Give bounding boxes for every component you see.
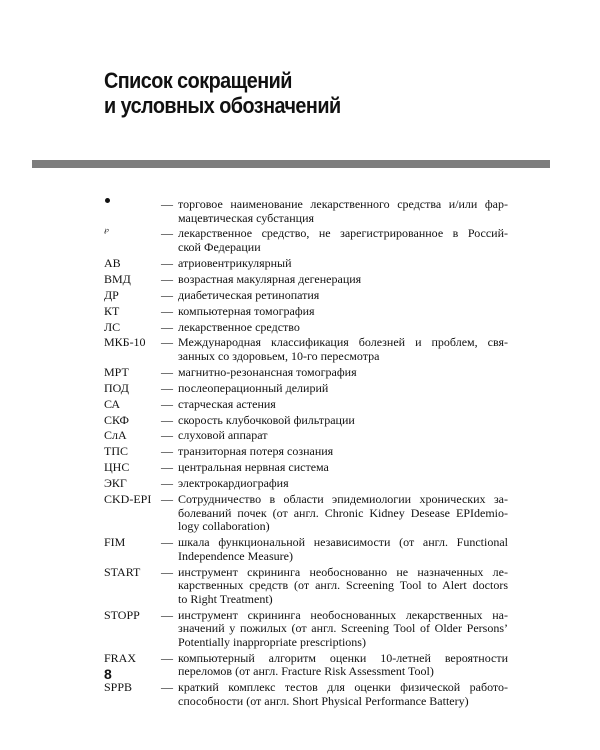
abbreviation-definition: [178, 429, 508, 443]
definition-line: лекарственное средство: [178, 319, 300, 334]
abbreviation-definition: [178, 227, 508, 254]
abbreviation-term: КТ: [104, 303, 120, 318]
em-dash: —: [161, 396, 173, 411]
abbreviation-term: ДР: [104, 287, 119, 302]
definition-line: способности (от англ. Short Physical Performance Battery): [178, 693, 469, 708]
definition-line: атриовентрикулярный: [178, 255, 292, 270]
abbreviation-term: SPPB: [104, 680, 133, 695]
abbreviation-term: СКФ: [104, 412, 129, 427]
abbreviation-term: FRAX: [104, 650, 137, 665]
em-dash: —: [161, 319, 173, 334]
abbreviation-row: [104, 305, 508, 319]
abbreviation-row: [104, 398, 508, 412]
abbreviation-definition: [178, 477, 508, 491]
abbreviation-row: [104, 382, 508, 396]
abbreviation-definition: [178, 198, 508, 225]
abbreviation-term: МКБ-10: [104, 335, 146, 350]
abbreviation-term: CKD-EPI: [104, 492, 152, 507]
definition-line: слуховой аппарат: [178, 428, 268, 443]
abbreviation-definition: [178, 681, 508, 708]
abbreviation-row: [104, 429, 508, 443]
em-dash: —: [161, 680, 173, 695]
definition-line: послеоперационный делирий: [178, 380, 329, 395]
abbreviation-row: [104, 414, 508, 428]
abbreviation-term: ЛС: [104, 319, 121, 334]
abbreviation-definition: [178, 493, 508, 534]
definition-line: шкала функциональной независимости (от англ. Functional: [178, 535, 508, 550]
definition-line: карственных средств (от англ. Screening Tool to Alert doctors: [178, 578, 508, 593]
em-dash: —: [161, 564, 173, 579]
abbreviation-row: [104, 289, 508, 303]
abbreviation-definition: [178, 366, 508, 380]
definition-line: значений у пожилых (от англ. Screening Tool of Older Persons’: [178, 621, 508, 636]
abbreviation-definition: [178, 461, 508, 475]
definition-line: транзиторная потеря сознания: [178, 444, 334, 459]
definition-line: ской Федерации: [178, 240, 261, 255]
abbreviation-definition: [178, 305, 508, 319]
abbreviation-list: [104, 198, 508, 711]
section-divider: [32, 160, 550, 168]
abbreviation-term: ВМД: [104, 271, 131, 286]
abbreviation-definition: [178, 609, 508, 650]
abbreviation-row: [104, 366, 508, 380]
definition-line: болеваний почек (от англ. Chronic Kidney Desease EPIdemio-: [178, 505, 508, 520]
abbreviation-term: ПОД: [104, 380, 129, 395]
abbreviation-row: [104, 536, 508, 563]
em-dash: —: [161, 303, 173, 318]
abbreviation-row: [104, 321, 508, 335]
em-dash: —: [161, 226, 173, 241]
registered-mark-icon: [104, 198, 161, 212]
definition-line: Международная классификация болезней и проблем, свя-: [178, 335, 508, 350]
abbreviation-term: МРТ: [104, 364, 129, 379]
abbreviation-row: [104, 336, 508, 363]
abbreviation-definition: [178, 382, 508, 396]
em-dash: —: [161, 197, 173, 211]
em-dash: —: [161, 287, 173, 302]
definition-line: краткий комплекс тестов для оценки физической работо-: [178, 680, 508, 695]
em-dash: —: [161, 364, 173, 379]
definition-line: лекарственное средство, не зарегистрированное в Россий-: [178, 226, 508, 241]
abbreviation-definition: [178, 536, 508, 563]
abbreviation-definition: [178, 336, 508, 363]
abbreviation-definition: [178, 652, 508, 679]
abbreviation-row: [104, 273, 508, 287]
abbreviation-row: [104, 652, 508, 679]
definition-line: компьютерный алгоритм оценки 10-летней вероятности: [178, 650, 508, 665]
abbreviation-definition: [178, 289, 508, 303]
abbreviation-term: FIM: [104, 535, 126, 550]
abbreviation-row: [104, 257, 508, 271]
em-dash: —: [161, 380, 173, 395]
em-dash: —: [161, 412, 173, 427]
abbreviation-row: [104, 493, 508, 534]
definition-line: Potentially inappropriate prescriptions): [178, 634, 366, 649]
abbreviation-row: [104, 445, 508, 459]
abbreviation-term: ЦНС: [104, 460, 130, 475]
abbreviation-definition: [178, 273, 508, 287]
abbreviation-term: СлА: [104, 428, 127, 443]
definition-line: инструмент скрининга необоснованно не назначенных ле-: [178, 564, 508, 579]
abbreviation-row: [104, 477, 508, 491]
em-dash: —: [161, 535, 173, 550]
page-number: 8: [104, 666, 112, 682]
definition-line: диабетическая ретинопатия: [178, 287, 320, 302]
abbreviation-definition: [178, 414, 508, 428]
definition-line: старческая астения: [178, 396, 276, 411]
definition-line: to Right Treatment): [178, 591, 273, 606]
abbreviation-term: START: [104, 564, 141, 579]
em-dash: —: [161, 476, 173, 491]
em-dash: —: [161, 255, 173, 270]
abbreviation-definition: [178, 398, 508, 412]
definition-line: возрастная макулярная дегенерация: [178, 271, 362, 286]
abbreviation-term: ЭКГ: [104, 476, 127, 491]
unregistered-mark-icon: ℘: [104, 226, 109, 235]
abbreviation-term: ТПС: [104, 444, 128, 459]
em-dash: —: [161, 650, 173, 665]
definition-line: центральная нервная система: [178, 460, 329, 475]
em-dash: —: [161, 335, 173, 350]
definition-line: электрокардиография: [178, 476, 289, 491]
abbreviation-term: STOPP: [104, 607, 140, 622]
abbreviation-definition: [178, 257, 508, 271]
abbreviation-term: АВ: [104, 255, 121, 270]
definition-line: Сотрудничество в области эпидемиологии хронических за-: [178, 492, 508, 507]
definition-line: скорость клубочковой фильтрации: [178, 412, 355, 427]
em-dash: —: [161, 607, 173, 622]
definition-line: мацевтическая субстанция: [178, 210, 315, 225]
em-dash: —: [161, 460, 173, 475]
definition-line: торговое наименование лекарственного средства и/или фар-: [178, 197, 508, 211]
definition-line: инструмент скрининга необоснованных лекарственных на-: [178, 607, 508, 622]
definition-line: магнитно-резонансная томография: [178, 364, 357, 379]
abbreviation-row: [104, 566, 508, 607]
title-line-1: Список сокращений: [104, 68, 292, 93]
abbreviation-definition: [178, 445, 508, 459]
abbreviation-row: [104, 227, 508, 254]
em-dash: —: [161, 428, 173, 443]
definition-line: компьютерная томография: [178, 303, 315, 318]
definition-line: занных со здоровьем, 10-го пересмотра: [178, 349, 380, 364]
page-title: [104, 68, 341, 118]
definition-line: Independence Measure): [178, 548, 293, 563]
em-dash: —: [161, 492, 173, 507]
definition-line: переломов (от англ. Fracture Risk Assessment Tool): [178, 664, 434, 679]
abbreviation-definition: [178, 321, 508, 335]
abbreviation-row: [104, 609, 508, 650]
em-dash: —: [161, 444, 173, 459]
abbreviation-row: [104, 461, 508, 475]
abbreviation-definition: [178, 566, 508, 607]
em-dash: —: [161, 271, 173, 286]
abbreviation-term: СА: [104, 396, 121, 411]
title-line-2: и условных обозначений: [104, 93, 341, 118]
definition-line: logy collaboration): [178, 519, 270, 534]
abbreviation-row: [104, 681, 508, 708]
abbreviation-row: [104, 198, 508, 225]
